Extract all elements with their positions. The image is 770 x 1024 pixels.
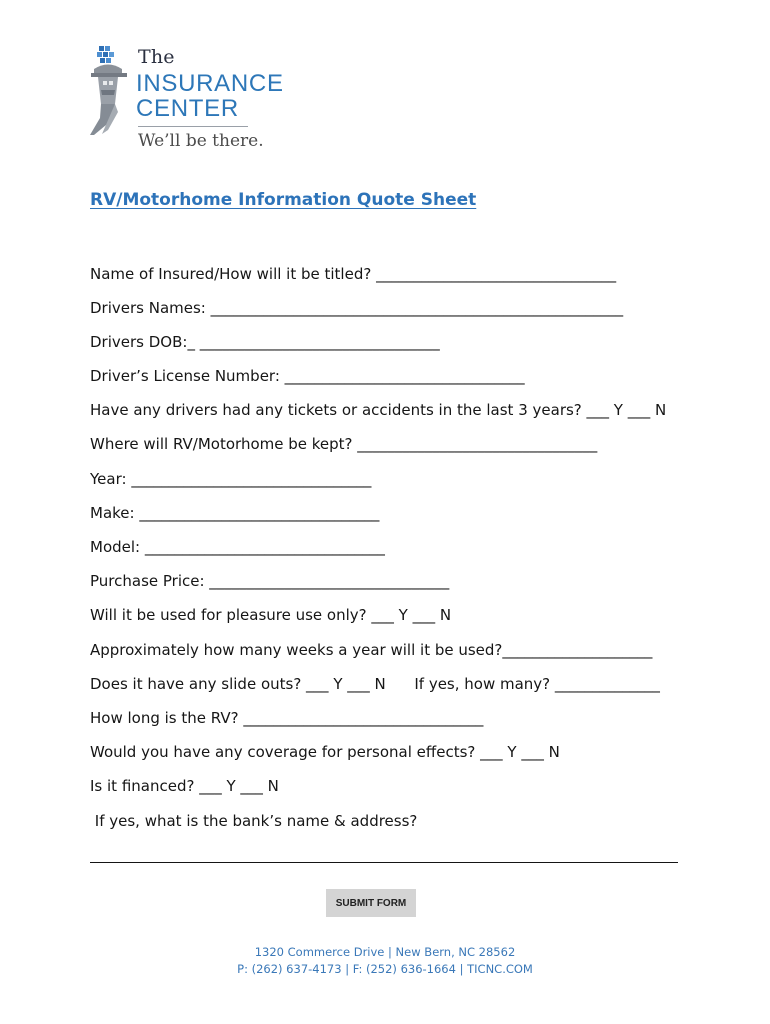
field-drivers-names[interactable]: Drivers Names: _______________________________________________________	[90, 299, 624, 317]
field-tickets-accidents[interactable]: Have any drivers had any tickets or accidents in the last 3 years? ___ Y ___ N	[90, 401, 667, 419]
submit-form-button[interactable]: SUBMIT FORM	[326, 889, 416, 917]
field-financed[interactable]: Is it financed? ___ Y ___ N	[90, 777, 279, 795]
field-rv-length[interactable]: How long is the RV? ________________________________	[90, 709, 484, 727]
field-where-kept[interactable]: Where will RV/Motorhome be kept? ________________________________	[90, 435, 598, 453]
field-drivers-license[interactable]: Driver’s License Number: ________________________________	[90, 367, 525, 385]
page-title: RV/Motorhome Information Quote Sheet	[90, 190, 477, 210]
lighthouse-icon	[88, 42, 132, 137]
field-bank-name-address-label: If yes, what is the bank’s name & address?	[90, 812, 418, 830]
logo-tagline: We’ll be there.	[138, 131, 264, 151]
field-purchase-price[interactable]: Purchase Price: ________________________________	[90, 572, 450, 590]
bank-address-input-line[interactable]	[90, 862, 678, 863]
footer-address: 1320 Commerce Drive | New Bern, NC 28562	[254, 945, 516, 959]
logo-divider	[138, 126, 248, 127]
field-year[interactable]: Year: ________________________________	[90, 470, 372, 488]
logo-center-text: CENTER	[136, 95, 239, 122]
field-drivers-dob[interactable]: Drivers DOB:_ ________________________________	[90, 333, 440, 351]
field-weeks-per-year[interactable]: Approximately how many weeks a year will it be used?____________________	[90, 641, 653, 659]
field-slide-outs[interactable]: Does it have any slide outs? ___ Y ___ N If yes, how many? ______________	[90, 675, 660, 693]
field-make[interactable]: Make: ________________________________	[90, 504, 380, 522]
footer-contact: P: (262) 637-4173 | F: (252) 636-1664 | TICNC.COM	[237, 962, 533, 976]
field-pleasure-use[interactable]: Will it be used for pleasure use only? ___ Y ___ N	[90, 606, 452, 624]
insurance-center-logo	[88, 42, 308, 154]
logo-the-text: The	[138, 46, 175, 68]
logo-insurance-text: INSURANCE	[136, 70, 284, 97]
field-model[interactable]: Model: ________________________________	[90, 538, 385, 556]
field-personal-effects[interactable]: Would you have any coverage for personal effects? ___ Y ___ N	[90, 743, 560, 761]
field-name-of-insured[interactable]: Name of Insured/How will it be titled? ________________________________	[90, 265, 617, 283]
